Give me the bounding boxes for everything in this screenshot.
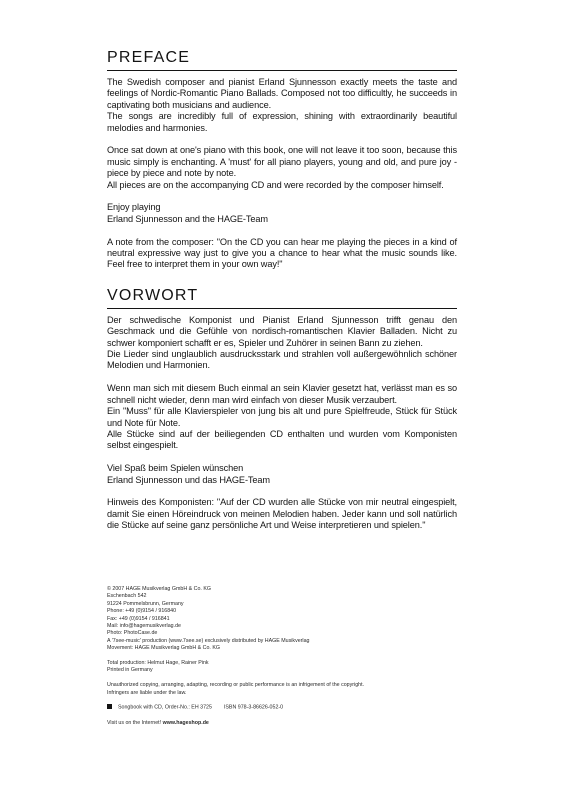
vorwort-paragraph-1b: Die Lieder sind unglaublich ausdrucksstark und strahlen voll außergewöhnlich schöner Melodien und Harmonien. bbox=[107, 349, 457, 371]
imprint-line: Unauthorized copying, arranging, adapting, recording or public performance is an infrigement of the copyright. bbox=[107, 682, 365, 689]
vorwort-paragraph-2a: Wenn man sich mit diesem Buch einmal an sein Klavier gesetzt hat, verlässt man es so schnell nicht wieder, denn man wird einfach von dieser Musik verzaubert. bbox=[107, 383, 457, 405]
square-bullet-icon bbox=[107, 704, 112, 709]
preface-composer-note: A note from the composer: "On the CD you can hear me playing the pieces in a kind of neutral expressive way just to give you a chance to hear what the music sounds like. Feel free to interpret them in your own way!" bbox=[107, 236, 457, 270]
preface-paragraph-2a: Once sat down at one's piano with this book, one will not leave it too soon, because this music simply is enchanting. A 'must' for all piano players, young and old, and pure joy - piece by piece and note by note. bbox=[107, 145, 457, 179]
vorwort-heading: VORWORT bbox=[107, 286, 457, 309]
imprint-line: Eschenbach 542 bbox=[107, 593, 147, 600]
vorwort-paragraph-2b: Ein "Muss" für alle Klavierspieler von jung bis alt und pure Spielfreude, Stück für Stück und Note für Note. bbox=[107, 406, 457, 428]
main-content bbox=[107, 48, 457, 532]
vorwort-text bbox=[107, 315, 457, 532]
preface-signoff-2: Erland Sjunnesson and the HAGE-Team bbox=[107, 213, 268, 224]
order-label: Songbook with CD, Order-No.: EH 3725 bbox=[118, 704, 212, 711]
vorwort-paragraph-2c: Alle Stücke sind auf der beiliegenden CD enthalten und wurden vom Komponisten selbst eingespielt. bbox=[107, 428, 457, 451]
imprint-line: Fax: +49 (0)9154 / 916841 bbox=[107, 615, 170, 622]
imprint-line: A '7see-music' production (www.7see.se) exclusively distributed by HAGE Musikverlag bbox=[107, 637, 310, 644]
imprint-line: © 2007 HAGE Musikverlag GmbH & Co. KG bbox=[107, 586, 211, 592]
imprint-line: 91224 Pommelsbrunn, Germany bbox=[107, 600, 184, 607]
order-line bbox=[107, 704, 457, 712]
imprint-line: Photo: PhotoCase.de bbox=[107, 630, 158, 637]
vorwort-paragraph-1a: Der schwedische Komponist und Pianist Erland Sjunnesson trifft genau den Geschmack und die Gefühle von nordisch-romantischen Klavier Balladen. Nicht zu schwer komponiert schafft er es, Spieler und Zuhörer in seinen Bann zu ziehen. bbox=[107, 314, 457, 348]
imprint-line: Movement: HAGE Musikverlag GmbH & Co. KG bbox=[107, 645, 221, 652]
visit-line bbox=[107, 720, 457, 727]
imprint-line: Phone: +49 (0)9154 / 916840 bbox=[107, 608, 177, 615]
imprint bbox=[107, 586, 457, 727]
imprint-line: Mail: info@hagemusikverlag.de bbox=[107, 623, 181, 630]
vorwort-signoff-1: Viel Spaß beim Spielen wünschen bbox=[107, 463, 244, 474]
preface-paragraph-1b: The songs are incredibly full of expression, shining with extraordinarily beautiful melodies and harmonies. bbox=[107, 111, 457, 133]
vorwort-composer-note: Hinweis des Komponisten: "Auf der CD wurden alle Stücke von mir neutral eingespielt, damit Sie einen Höreindruck von meinen Melodien haben. Jeder kann und soll natürlich die Stücke auf seine ganz persönliche Art und Weise interpretieren und spielen." bbox=[107, 497, 457, 531]
imprint-line: Infringers are liable under the law. bbox=[107, 689, 187, 696]
isbn: ISBN 978-3-86626-052-0 bbox=[223, 704, 284, 711]
preface-paragraph-2b: All pieces are on the accompanying CD and were recorded by the composer himself. bbox=[107, 179, 444, 190]
preface-paragraph-1a: The Swedish composer and pianist Erland Sjunnesson exactly meets the taste and feelings of Nordic-Romantic Piano Ballads. Composed not too difficultly, he succeeds in captivating both musicians and audience. bbox=[107, 77, 457, 110]
vorwort-signoff-2: Erland Sjunnesson und das HAGE-Team bbox=[107, 474, 270, 485]
preface-signoff-1: Enjoy playing bbox=[107, 202, 161, 213]
imprint-line: Total production: Helmut Hage, Rainer Pink bbox=[107, 660, 209, 667]
visit-prefix: Visit us on the Internet! bbox=[107, 719, 162, 726]
preface-text bbox=[107, 77, 457, 271]
website-link[interactable]: www.hageshop.de bbox=[162, 719, 209, 726]
preface-heading: PREFACE bbox=[107, 48, 457, 71]
imprint-line: Printed in Germany bbox=[107, 667, 153, 674]
